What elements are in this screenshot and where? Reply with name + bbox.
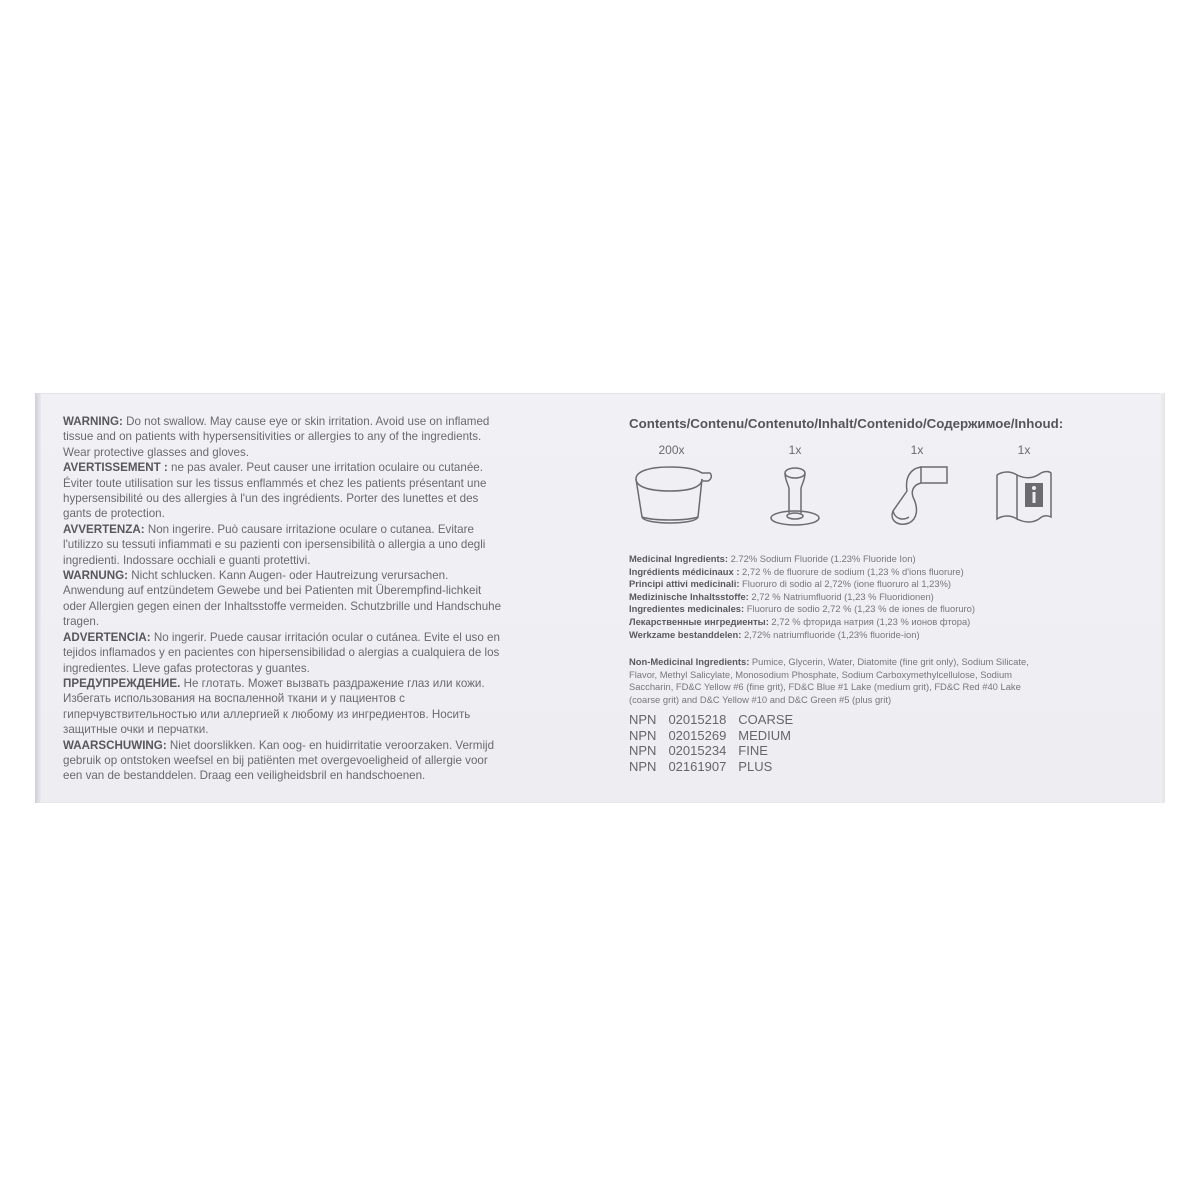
npn-number: 02015218 xyxy=(668,712,727,727)
medicinal-ingredients xyxy=(629,553,1069,641)
npn-table xyxy=(629,712,805,774)
item-quantity: 1x xyxy=(1017,443,1031,457)
non-medicinal-ingredients: Non-Medicinal Ingredients: Pumice, Glycerin, Water, Diatomite (fine grit only), Sodium Silicate, Flavor, Methyl Salicylate, Monosodium Phosphate, Sodium Carboxymethylcellulose, Sodium Saccharin, FD&C Yellow #6 (fine grit), FD&C Blue #1 Lake (medium grit), FD&C Red #40 Lake (coarse grit) and D&C Yellow #10 and D&C Green #5 (plus grit) xyxy=(629,656,1029,705)
npn-prefix: NPN xyxy=(629,743,657,759)
npn-grade: FINE xyxy=(738,743,768,759)
npn-row xyxy=(629,712,805,728)
contents-item-ring xyxy=(760,443,830,533)
medicinal-es: Ingredientes medicinales: Fluoruro de sodio 2,72 % (1,23 % de iones de fluoruro) xyxy=(629,603,976,615)
warning-nl: WAARSCHUWING: Niet doorslikken. Kan oog- en huidirritatie veroorzaken. Vermijd gebruik op ontstoken weefsel en bij patiënten met overgevoeligheid of allergie voor een van de bestanddelen. Draag een veiligheidsbril en handschoenen. xyxy=(63,738,495,783)
npn-grade: MEDIUM xyxy=(738,727,792,743)
warning-ru: ПРЕДУПРЕЖДЕНИЕ. Не глотать. Может вызвать раздражение глаз или кожи. Избегать использования на воспаленной ткани и у пациентов с гиперчувствительностью или аллергией к любому из ингредиентов. Носить защитные очки и перчатки. xyxy=(63,676,485,737)
info-leaflet-icon xyxy=(989,461,1059,531)
cup-holder-ring-icon xyxy=(765,461,825,533)
prophy-cup-icon xyxy=(630,461,714,531)
finger-strap-icon xyxy=(881,461,953,533)
warnings-block xyxy=(63,414,503,784)
medicinal-it: Principi attivi medicinali: Fluoruro di sodio al 2,72% (ione fluoruro al 1,23%) xyxy=(629,578,952,590)
npn-grade: COARSE xyxy=(738,712,794,727)
contents-title: Contents/Contenu/Contenuto/Inhalt/Contenido/Содержимое/Inhoud: xyxy=(629,416,1064,431)
npn-row xyxy=(629,759,805,775)
item-quantity: 1x xyxy=(788,443,802,457)
box-right-edge xyxy=(1160,393,1165,803)
item-quantity: 200x xyxy=(658,443,685,457)
warning-it: AVVERTENZA: Non ingerire. Può causare irritazione oculare o cutanea. Evitare l'utilizzo su tessuti infiammati e su pazienti con ipersensibilità o allergia a uno degli ingredienti. Indossare occhiali e guanti protettivi. xyxy=(63,522,486,567)
item-quantity: 1x xyxy=(910,443,924,457)
npn-row xyxy=(629,728,805,744)
npn-prefix: NPN xyxy=(629,727,657,743)
npn-number: 02015234 xyxy=(668,743,727,759)
medicinal-nl: Werkzame bestanddelen: 2,72% natriumfluoride (1,23% fluoride-ion) xyxy=(629,628,920,640)
npn-number: 02161907 xyxy=(668,758,727,774)
warning-de: WARNUNG: Nicht schlucken. Kann Augen- oder Hautreizung verursachen. Anwendung auf entzündetem Gewebe und bei Patienten mit Überempfind-lichkeit oder Allergien gegen einen der Inhaltsstoffe vermeiden. Schutzbrille und Handschuhe tragen. xyxy=(63,569,502,629)
npn-grade: PLUS xyxy=(738,758,773,774)
medicinal-de: Medizinische Inhaltsstoffe: 2,72 % Natriumfluorid (1,23 % Fluoridionen) xyxy=(629,590,934,602)
npn-prefix: NPN xyxy=(629,758,657,774)
npn-row xyxy=(629,743,805,759)
warning-es: ADVERTENCIA: No ingerir. Puede causar irritación ocular o cutánea. Evite el uso en tejidos inflamados y en pacientes con hipersensibilidad o alergias a cualquiera de los ingredientes. Lleve gafas protectoras y guantes. xyxy=(63,630,500,675)
contents-item-cups xyxy=(624,443,719,531)
box-left-edge xyxy=(35,393,41,803)
contents-item-strap xyxy=(872,443,962,533)
medicinal-fr: Ingrédients médicinaux : 2,72 % de fluorure de sodium (1,23 % d'ions fluorure) xyxy=(629,565,964,577)
warning-en: WARNING: Do not swallow. May cause eye or skin irritation. Avoid use on inflamed tissue and on patients with hypersensitivities or allergies to any of the ingredients. Wear protective glasses and gloves. xyxy=(63,415,490,459)
contents-item-leaflet xyxy=(984,443,1064,531)
npn-number: 02015269 xyxy=(668,727,727,743)
warning-fr: AVERTISSEMENT : ne pas avaler. Peut causer une irritation oculaire ou cutanée. Éviter toute utilisation sur les tissus enflammés et chez les patients présentant une hypersensibilité ou des allergies à l'un des ingrédients. Porter des lunettes et des gants de protection. xyxy=(63,461,487,521)
medicinal-ru: Лекарственные ингредиенты: 2,72 % фторида натрия (1,23 % ионов фтора) xyxy=(629,615,971,627)
medicinal-en: Medicinal Ingredients: 2.72% Sodium Fluoride (1.23% Fluoride Ion) xyxy=(629,553,916,564)
npn-prefix: NPN xyxy=(629,712,657,727)
